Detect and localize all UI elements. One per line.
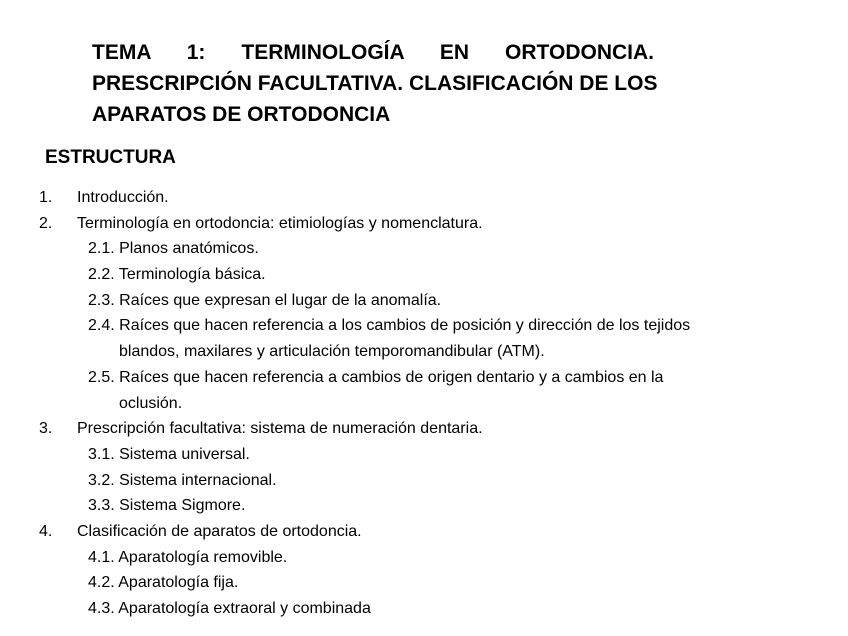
subitem-text: 2.5. Raíces que hacen referencia a cambios de origen dentario y a cambios en la	[88, 368, 664, 386]
title-line-3: APARATOS DE ORTODONCIA	[92, 103, 391, 126]
subitem-text: 4.3. Aparatología extraoral y combinada	[88, 600, 371, 617]
subitem-text: 2.2. Terminología básica.	[88, 266, 266, 284]
outline-subitem-4-3	[0, 596, 848, 622]
outline-subitem-4-1	[0, 545, 848, 571]
title-line-1: TEMA 1: TERMINOLOGÍA EN ORTODONCIA.	[92, 41, 654, 64]
subitem-text: 4.2. Aparatología fija.	[88, 574, 239, 592]
subitem-text: 3.3. Sistema Sigmore.	[88, 497, 246, 515]
outline-item-3	[0, 416, 848, 442]
outline-subitem-2-5	[0, 365, 848, 391]
outline-subitem-2-2	[0, 262, 848, 288]
item-number: 3.	[39, 420, 53, 438]
item-text: Terminología en ortodoncia: etimiologías y nomenclatura.	[77, 214, 483, 232]
subitem-text: 3.2. Sistema internacional.	[88, 471, 277, 489]
outline-item-1	[0, 185, 848, 211]
outline-subitem-3-3	[0, 493, 848, 519]
outline-subitem-2-1	[0, 236, 848, 262]
subitem-text: 2.1. Planos anatómicos.	[88, 240, 259, 258]
outline-item-2	[0, 211, 848, 237]
outline-subitem-2-4-continuation	[0, 339, 848, 365]
subitem-text: 4.1. Aparatología removible.	[88, 548, 288, 566]
structure-outline	[0, 185, 848, 622]
outline-subitem-2-3	[0, 288, 848, 314]
item-text: Clasificación de aparatos de ortodoncia.	[77, 522, 362, 540]
section-heading: ESTRUCTURA	[45, 147, 176, 168]
outline-subitem-3-1	[0, 442, 848, 468]
subitem-continuation-text: oclusión.	[119, 394, 183, 412]
outline-subitem-3-2	[0, 468, 848, 494]
subitem-text: 2.3. Raíces que expresan el lugar de la anomalía.	[88, 291, 442, 309]
item-number: 1.	[39, 189, 53, 206]
title-line-2: PRESCRIPCIÓN FACULTATIVA. CLASIFICACIÓN DE LOS	[92, 72, 658, 95]
subitem-continuation-text: blandos, maxilares y articulación temporomandibular (ATM).	[119, 343, 545, 361]
subitem-text: 3.1. Sistema universal.	[88, 445, 250, 463]
item-text: Introducción.	[77, 189, 169, 206]
page-title	[92, 37, 658, 130]
outline-subitem-2-4	[0, 313, 848, 339]
item-text: Prescripción facultativa: sistema de numeración dentaria.	[77, 420, 483, 438]
item-number: 2.	[39, 214, 53, 232]
outline-subitem-4-2	[0, 570, 848, 596]
item-number: 4.	[39, 522, 53, 540]
subitem-text: 2.4. Raíces que hacen referencia a los cambios de posición y dirección de los tejidos	[88, 317, 691, 335]
outline-item-4	[0, 519, 848, 545]
outline-subitem-2-5-continuation	[0, 391, 848, 417]
